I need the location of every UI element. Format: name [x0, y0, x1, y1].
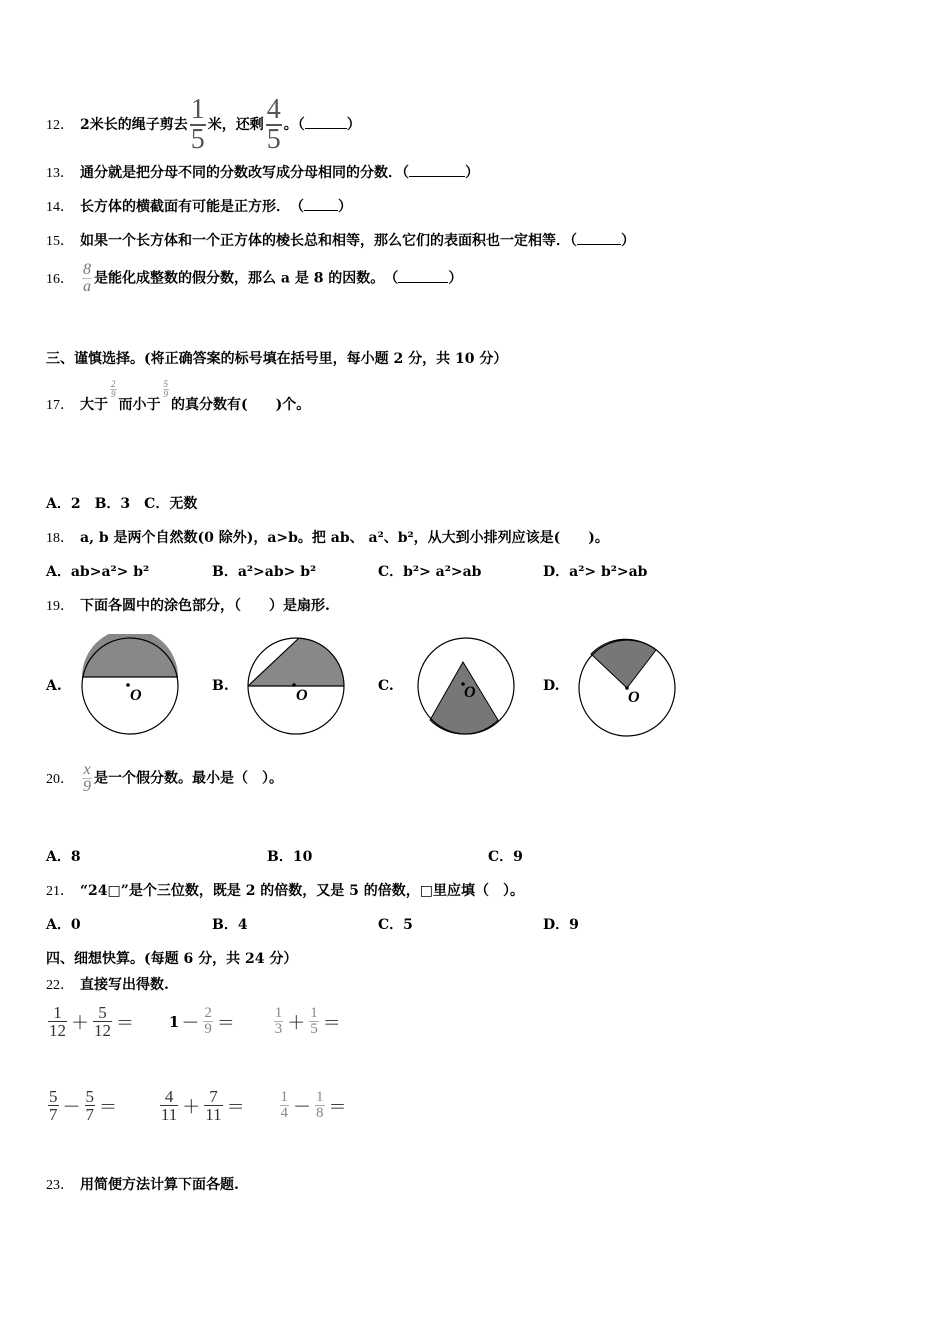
center-label: O: [130, 687, 142, 704]
question-23: 23． 用简便方法计算下面各题.: [46, 1177, 239, 1193]
shaded-sector: [591, 639, 656, 688]
circle-d: [576, 636, 680, 740]
option-a[interactable]: A．8: [46, 849, 81, 865]
question-15: 15． 如果一个长方体和一个正方体的棱长总和相等，那么它们的表面积也一定相等．（ ）: [46, 233, 635, 249]
expression-6: $\frac{1}{4}$ － $\frac{1}{8}$ ＝: [280, 1089, 347, 1121]
circle-a: [78, 634, 182, 738]
question-22: 22． 直接写出得数.: [46, 977, 169, 993]
expression-1: $\frac{1}{12}$ ＋ $\frac{5}{12}$ ＝: [49, 1003, 134, 1040]
shaded-segment: [248, 638, 344, 686]
question-20: 20． $\frac{x}{9}$ 是一个假分数。最小是（ ）。: [46, 761, 283, 795]
question-16: 16． $\frac{8}{a}$ 是能化成整数的假分数，那么 a 是 8 的因数。 （ ）: [46, 261, 463, 295]
answer-blank[interactable]: [409, 164, 465, 177]
question-number: 12．: [46, 118, 74, 133]
answer-blank[interactable]: [398, 270, 448, 283]
fraction-five-ninths: $\frac{5}{9}$: [163, 379, 168, 399]
fraction-four-fifths: $\frac{4}{5}$: [266, 94, 281, 155]
expression-4: $\frac{5}{7}$ － $\frac{5}{7}$ ＝: [49, 1087, 117, 1124]
option-c[interactable]: C．b²> a²>ab: [378, 564, 482, 580]
circle-c: [414, 634, 518, 738]
answer-blank[interactable]: [577, 232, 621, 245]
circle-b: [244, 634, 348, 738]
option-d[interactable]: D．a²> b²>ab: [543, 564, 648, 580]
question-13: 13． 通分就是把分母不同的分数改写成分母相同的分数．（ ）: [46, 165, 479, 181]
center-label: O: [296, 687, 308, 704]
answer-blank[interactable]: [305, 116, 347, 129]
expression-2: 1 － $\frac{2}{9}$ ＝: [168, 1005, 235, 1037]
question-12: 12． 2米长的绳子剪去 $\frac{1}{5}$ 米，还剩 $\frac{4}{5}$ 。（ ）: [46, 94, 361, 155]
fraction-8-over-a: $\frac{8}{a}$: [83, 261, 91, 295]
question-19: 19． 下面各圆中的涂色部分，（ ）是扇形.: [46, 598, 330, 614]
question-14: 14． 长方体的横截面有可能是正方形． （ ）: [46, 199, 352, 215]
question-18: 18． a, b 是两个自然数(0 除外)，a>b。把 ab、 a²、b²，从大到小排列应该是( )。: [46, 530, 609, 546]
question-17-options: A．2 B．3 C．无数: [46, 496, 198, 512]
section-3-title: 三、谨慎选择。(将正确答案的标号填在括号里，每小题 2 分，共 10 分）: [46, 351, 508, 367]
expression-3: $\frac{1}{3}$ ＋ $\frac{1}{5}$ ＝: [274, 1005, 341, 1037]
expression-5: $\frac{4}{11}$ ＋ $\frac{7}{11}$ ＝: [160, 1087, 245, 1124]
center-label: O: [628, 689, 640, 706]
option-c[interactable]: C．9: [488, 849, 523, 865]
fraction-one-fifth: $\frac{1}{5}$: [190, 94, 205, 155]
option-d[interactable]: D．9: [543, 917, 579, 933]
shaded-semicircle: [82, 634, 178, 677]
option-b-label[interactable]: B.: [212, 678, 229, 694]
option-b[interactable]: B．a²>ab> b²: [212, 564, 317, 580]
answer-blank[interactable]: [304, 198, 338, 211]
option-c-label[interactable]: C.: [378, 678, 394, 694]
option-b[interactable]: B．10: [267, 849, 313, 865]
option-a-label[interactable]: A.: [46, 678, 62, 694]
option-d-label[interactable]: D.: [543, 678, 560, 694]
calc-row-1: [46, 1004, 343, 1039]
center-label: O: [464, 684, 476, 701]
option-b[interactable]: B．4: [212, 917, 248, 933]
question-17: 17． 大于 $\frac{2}{9}$ 而小于 $\frac{5}{9}$ 的真分数有( )个。: [46, 379, 311, 413]
question-21: 21． “24□”是个三位数，既是 2 的倍数，又是 5 的倍数，□里应填（ ）。: [46, 883, 525, 899]
fraction-two-ninths: $\frac{2}{9}$: [111, 379, 116, 399]
calc-row-2: [46, 1088, 349, 1123]
option-a[interactable]: A．0: [46, 917, 81, 933]
fraction-x-over-9: $\frac{x}{9}$: [83, 761, 91, 795]
option-c[interactable]: C．5: [378, 917, 413, 933]
section-4-title: 四、细想快算。(每题 6 分，共 24 分）: [46, 951, 298, 967]
option-a[interactable]: A．ab>a²> b²: [46, 564, 150, 580]
